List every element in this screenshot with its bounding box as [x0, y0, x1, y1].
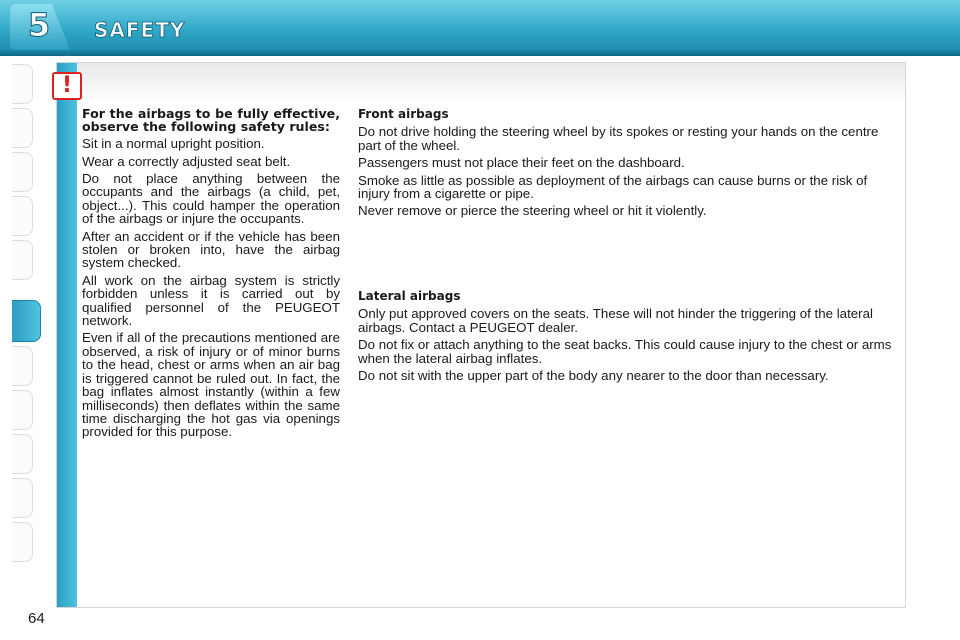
front-airbags-heading: Front airbags [358, 107, 449, 121]
chapter-tab-5[interactable] [12, 240, 33, 280]
safety-rule: Sit in a normal upright position. [82, 136, 265, 152]
chapter-tab-safety[interactable] [12, 300, 41, 342]
chapter-tab-8[interactable] [12, 390, 33, 430]
chapter-tab-11[interactable] [12, 522, 33, 562]
safety-rule: Even if all of the precautions mentioned are observed, a risk of injury or of minor burns to the head, chest or arms when an air bag is triggered cannot be ruled out. In fact, the bag inflates almost instantly (within a few milliseconds) then deflates within the same time discharging the hot gas via openings provided for this purpose. [82, 330, 340, 440]
lateral-airbags-paragraph: Do not fix or attach anything to the seat backs. This could cause injury to the chest or arms when the lateral airbag inflates. [358, 337, 892, 366]
chapter-tab-7[interactable] [12, 346, 33, 386]
front-airbags-paragraph: Smoke as little as possible as deployment of the airbags can cause burns or the risk of injury from a cigarette or pipe. [358, 172, 868, 202]
panel-accent-bar [57, 63, 77, 607]
safety-rules-heading: For the airbags to be fully effective, observe the following safety rules: [82, 106, 340, 134]
chapter-tabs [12, 64, 34, 576]
lateral-airbags-paragraph: Do not sit with the upper part of the body any nearer to the door than necessary. [358, 368, 829, 384]
chapter-tab-1[interactable] [12, 64, 33, 104]
chapter-tab-4[interactable] [12, 196, 33, 236]
panel-header-gradient [57, 63, 905, 103]
chapter-tab-2[interactable] [12, 108, 33, 148]
safety-rule: After an accident or if the vehicle has been stolen or broken into, have the airbag system checked. [82, 228, 340, 271]
lateral-airbags-heading: Lateral airbags [358, 289, 461, 303]
safety-rule: Do not place anything between the occupants and the airbags (a child, pet, object...). This could hamper the operation of the airbags or injure the occupants. [82, 171, 340, 227]
chapter-number: 5 [27, 6, 51, 44]
chapter-tab-3[interactable] [12, 152, 33, 192]
front-airbags-paragraph: Do not drive holding the steering wheel by its spokes or resting your hands on the centre part of the wheel. [358, 124, 879, 153]
chapter-tab-9[interactable] [12, 434, 33, 474]
front-airbags-paragraph: Never remove or pierce the steering wheel or hit it violently. [358, 203, 707, 219]
warning-icon: ! [52, 72, 82, 100]
lateral-airbags-section [358, 290, 898, 386]
safety-rule: Wear a correctly adjusted seat belt. [82, 153, 291, 169]
chapter-title: SAFETY [94, 18, 186, 42]
front-airbags-paragraph: Passengers must not place their feet on the dashboard. [358, 155, 685, 171]
chapter-tab-10[interactable] [12, 478, 33, 518]
safety-rules-column [82, 108, 340, 443]
safety-rule: All work on the airbag system is strictly forbidden unless it is carried out by qualified personnel of the PEUGEOT network. [82, 272, 340, 329]
page-number: 64 [28, 610, 45, 627]
lateral-airbags-paragraph: Only put approved covers on the seats. These will not hinder the triggering of the lateral airbags. Contact a PEUGEOT dealer. [358, 306, 873, 335]
airbag-guidance-column [358, 107, 898, 384]
